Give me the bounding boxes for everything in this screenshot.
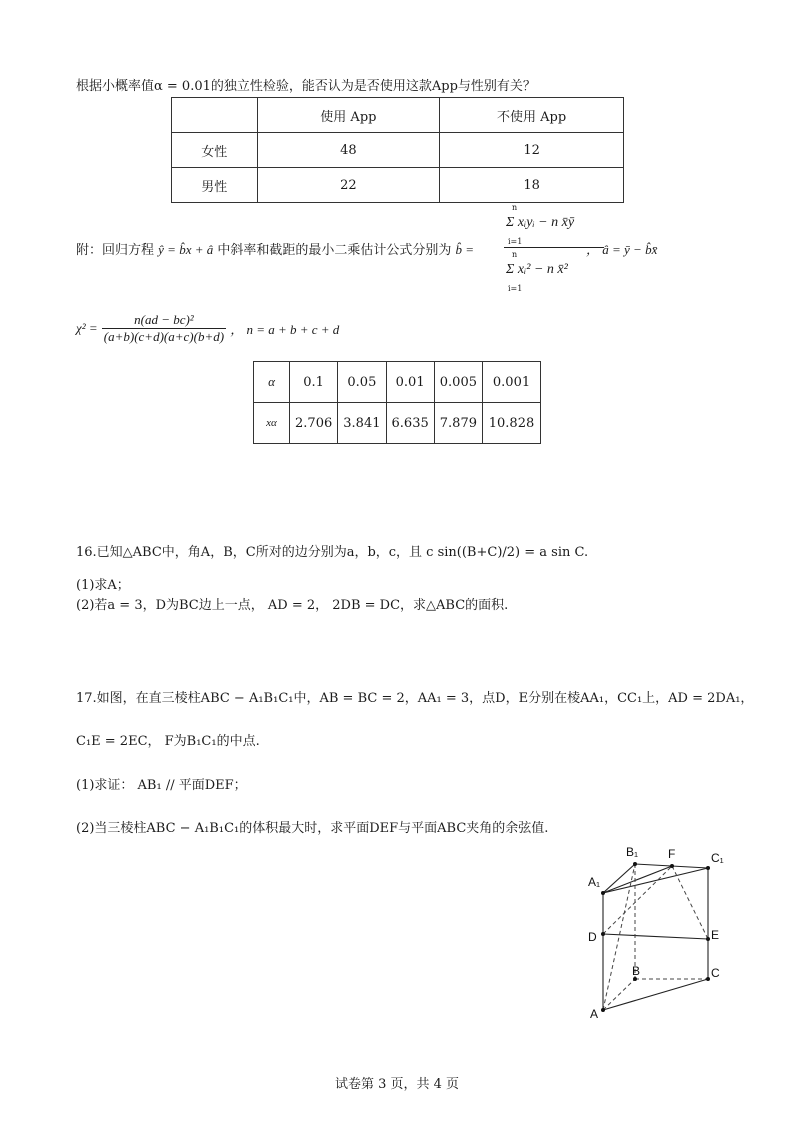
critical-value-table <box>253 361 541 444</box>
a-hat-formula: ， â = ȳ − b̂x̄ <box>586 242 658 257</box>
table-header-row <box>172 98 624 133</box>
table-cell: 7.879 <box>434 403 482 444</box>
table-cell: 18 <box>440 168 624 203</box>
label-e: E <box>711 928 720 942</box>
label-f: F <box>668 847 676 861</box>
sum-upper: n <box>512 250 518 259</box>
table-cell: 2.706 <box>290 403 338 444</box>
appendix-prefix: 附：回归方程 <box>76 243 155 258</box>
b-numerator: Σ xᵢyᵢ − n x̄ȳ <box>506 215 575 230</box>
q16-part2: (2)若a = 3，D为BC边上一点， AD = 2， 2DB = DC，求△ABC的面积. <box>76 598 509 613</box>
table-header-cell <box>172 98 258 133</box>
segment-ab1-hidden <box>603 864 635 1010</box>
segment-df-hidden <box>603 866 672 934</box>
chi-lhs: χ² = <box>76 320 98 336</box>
table-cell: 48 <box>257 133 440 168</box>
label-c1: C₁ <box>711 851 724 865</box>
q17-stem-line1: 17.如图，在直三棱柱ABC − A₁B₁C₁中，AB = BC = 2，AA₁ = 3，点D，E分别在棱AA₁，CC₁上，AD = 2DA₁， <box>76 691 754 706</box>
chi-fraction <box>102 312 226 345</box>
label-b: B <box>632 964 641 978</box>
table-cell: 3.841 <box>338 403 386 444</box>
q17-part2: (2)当三棱柱ABC − A₁B₁C₁的体积最大时，求平面DEF与平面ABC夹角的余弦值. <box>76 821 549 836</box>
edge-a1c1 <box>603 868 708 893</box>
label-c: C <box>711 966 720 980</box>
appendix-middle: 中斜率和截距的最小二乘估计公式分别为 <box>217 243 452 258</box>
table-row <box>254 362 541 403</box>
point-d <box>601 932 605 936</box>
table-cell: 0.1 <box>290 362 338 403</box>
q16-part1: (1)求A； <box>76 578 130 593</box>
appendix-formula <box>76 203 716 303</box>
page-footer: 试卷第 3 页，共 4 页 <box>334 1077 460 1092</box>
point-c <box>706 977 710 981</box>
b-denominator: Σ xᵢ² − n x̄² <box>506 262 568 277</box>
table-row <box>254 403 541 444</box>
table-cell: 0.005 <box>434 362 482 403</box>
table-row <box>172 133 624 168</box>
point-c1 <box>706 866 710 870</box>
table-cell: 6.635 <box>386 403 434 444</box>
chi-numerator: n(ad − bc)² <box>102 312 226 329</box>
alpha-label: α <box>254 362 290 403</box>
table-cell: 0.001 <box>483 362 541 403</box>
point-f <box>670 864 674 868</box>
table-cell: 0.05 <box>338 362 386 403</box>
table-cell: 22 <box>257 168 440 203</box>
label-a1: A₁ <box>588 875 601 889</box>
point-b1 <box>633 862 637 866</box>
label-d: D <box>588 930 597 944</box>
row-label: 女性 <box>172 133 258 168</box>
point-e <box>706 937 710 941</box>
intro-question: 根据小概率值α = 0.01的独立性检验，能否认为是否使用这款App与性别有关？ <box>76 79 536 94</box>
chi-square-formula <box>76 312 339 345</box>
point-a <box>601 1008 605 1012</box>
q17-stem-line2: C₁E = 2EC， F为B₁C₁的中点. <box>76 734 260 749</box>
table-header-cell: 不使用 App <box>440 98 624 133</box>
q16-stem: 16.已知△ABC中，角A，B，C所对的边分别为a，b，c，且 c sin((B+C)/2) = a sin C. <box>76 545 589 560</box>
segment-fe-hidden <box>672 866 708 939</box>
table-row <box>172 168 624 203</box>
chi-denominator: (a+b)(c+d)(a+c)(b+d) <box>103 329 225 344</box>
sum-lower: i=1 <box>508 237 523 246</box>
sum-upper: n <box>512 203 518 212</box>
table-cell: 10.828 <box>483 403 541 444</box>
q17-part1: (1)求证： AB₁ // 平面DEF； <box>76 778 247 793</box>
point-a1 <box>601 891 605 895</box>
label-b1: B₁ <box>626 845 639 859</box>
row-label: 男性 <box>172 168 258 203</box>
table-cell: 12 <box>440 133 624 168</box>
chi-rhs: ， n = a + b + c + d <box>230 322 340 337</box>
prism-figure <box>580 840 730 1025</box>
table-header-cell: 使用 App <box>257 98 440 133</box>
regression-equation: ŷ = b̂x + â <box>158 242 214 257</box>
sum-lower: i=1 <box>508 284 523 293</box>
label-a: A <box>590 1007 599 1021</box>
table-cell: 0.01 <box>386 362 434 403</box>
b-hat-lhs: b̂ = <box>455 242 475 257</box>
contingency-table <box>171 97 624 203</box>
x-label: xα <box>254 403 290 444</box>
